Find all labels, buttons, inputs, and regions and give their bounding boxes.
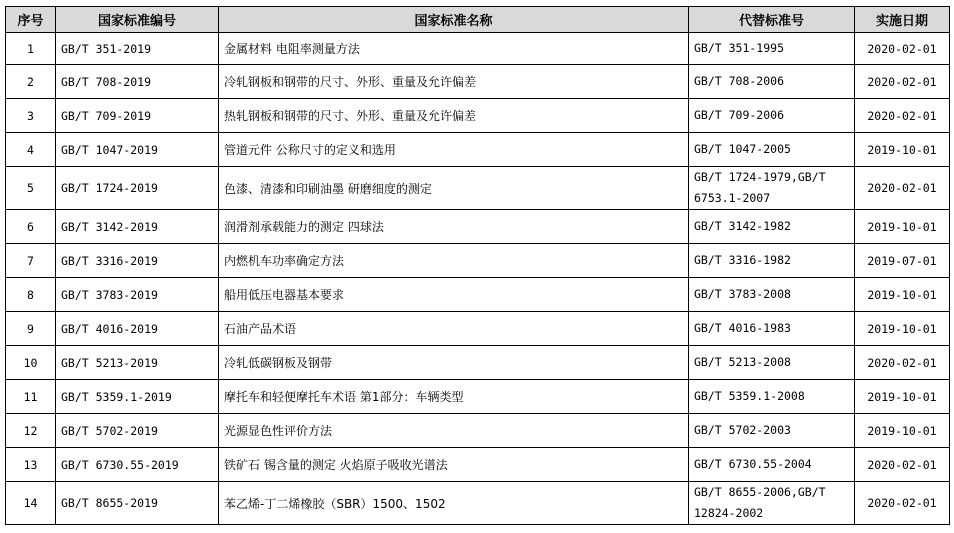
cell-name: 光源显色性评价方法 [219, 414, 689, 448]
table-row [6, 312, 950, 346]
cell-date: 2020-02-01 [855, 448, 950, 482]
table-row [6, 133, 950, 167]
cell-replaces: GB/T 351-1995 [689, 33, 855, 65]
standards-table-container [5, 6, 950, 525]
cell-name: 金属材料 电阻率测量方法 [219, 33, 689, 65]
cell-name: 冷轧钢板和钢带的尺寸、外形、重量及允许偏差 [219, 65, 689, 99]
cell-replaces: GB/T 4016-1983 [689, 312, 855, 346]
cell-seq: 10 [6, 346, 56, 380]
cell-name: 内燃机车功率确定方法 [219, 244, 689, 278]
cell-date: 2019-10-01 [855, 210, 950, 244]
table-row [6, 65, 950, 99]
cell-replaces: GB/T 6730.55-2004 [689, 448, 855, 482]
cell-code: GB/T 708-2019 [56, 65, 219, 99]
cell-date: 2020-02-01 [855, 482, 950, 525]
cell-date: 2019-10-01 [855, 278, 950, 312]
table-row [6, 448, 950, 482]
cell-seq: 2 [6, 65, 56, 99]
cell-replaces: GB/T 3142-1982 [689, 210, 855, 244]
cell-date: 2020-02-01 [855, 346, 950, 380]
table-header-row [6, 7, 950, 33]
table-row [6, 167, 950, 210]
cell-replaces: GB/T 5359.1-2008 [689, 380, 855, 414]
cell-replaces: GB/T 3783-2008 [689, 278, 855, 312]
cell-name: 摩托车和轻便摩托车术语 第1部分：车辆类型 [219, 380, 689, 414]
table-row [6, 210, 950, 244]
cell-replaces: GB/T 5702-2003 [689, 414, 855, 448]
header-replaces: 代替标准号 [689, 7, 855, 33]
cell-date: 2019-10-01 [855, 312, 950, 346]
cell-seq: 11 [6, 380, 56, 414]
cell-replaces: GB/T 708-2006 [689, 65, 855, 99]
table-row [6, 346, 950, 380]
cell-code: GB/T 4016-2019 [56, 312, 219, 346]
cell-code: GB/T 3316-2019 [56, 244, 219, 278]
cell-seq: 7 [6, 244, 56, 278]
cell-replaces: GB/T 709-2006 [689, 99, 855, 133]
cell-name: 管道元件 公称尺寸的定义和选用 [219, 133, 689, 167]
cell-name: 铁矿石 锡含量的测定 火焰原子吸收光谱法 [219, 448, 689, 482]
cell-code: GB/T 1724-2019 [56, 167, 219, 210]
table-row [6, 380, 950, 414]
cell-replaces: GB/T 1724-1979,GB/T 6753.1-2007 [689, 167, 855, 210]
cell-date: 2020-02-01 [855, 167, 950, 210]
header-code: 国家标准编号 [56, 7, 219, 33]
table-row [6, 33, 950, 65]
cell-seq: 12 [6, 414, 56, 448]
cell-seq: 3 [6, 99, 56, 133]
table-row [6, 99, 950, 133]
cell-name: 石油产品术语 [219, 312, 689, 346]
cell-name: 船用低压电器基本要求 [219, 278, 689, 312]
cell-code: GB/T 709-2019 [56, 99, 219, 133]
header-seq: 序号 [6, 7, 56, 33]
cell-seq: 4 [6, 133, 56, 167]
cell-date: 2020-02-01 [855, 33, 950, 65]
cell-date: 2020-02-01 [855, 99, 950, 133]
cell-code: GB/T 6730.55-2019 [56, 448, 219, 482]
table-row [6, 482, 950, 525]
cell-replaces: GB/T 3316-1982 [689, 244, 855, 278]
cell-date: 2019-10-01 [855, 133, 950, 167]
cell-name: 润滑剂承载能力的测定 四球法 [219, 210, 689, 244]
cell-replaces: GB/T 5213-2008 [689, 346, 855, 380]
cell-replaces: GB/T 8655-2006,GB/T 12824-2002 [689, 482, 855, 525]
cell-date: 2019-10-01 [855, 380, 950, 414]
cell-seq: 1 [6, 33, 56, 65]
cell-date: 2019-07-01 [855, 244, 950, 278]
cell-date: 2020-02-01 [855, 65, 950, 99]
header-name: 国家标准名称 [219, 7, 689, 33]
cell-code: GB/T 5359.1-2019 [56, 380, 219, 414]
table-row [6, 278, 950, 312]
cell-name: 冷轧低碳钢板及钢带 [219, 346, 689, 380]
cell-name: 热轧钢板和钢带的尺寸、外形、重量及允许偏差 [219, 99, 689, 133]
cell-code: GB/T 5213-2019 [56, 346, 219, 380]
cell-date: 2019-10-01 [855, 414, 950, 448]
cell-seq: 14 [6, 482, 56, 525]
table-row [6, 244, 950, 278]
standards-table [5, 6, 950, 525]
cell-name: 苯乙烯-丁二烯橡胶（SBR）1500、1502 [219, 482, 689, 525]
cell-name: 色漆、清漆和印刷油墨 研磨细度的测定 [219, 167, 689, 210]
table-row [6, 414, 950, 448]
cell-seq: 6 [6, 210, 56, 244]
cell-seq: 13 [6, 448, 56, 482]
cell-code: GB/T 1047-2019 [56, 133, 219, 167]
cell-code: GB/T 351-2019 [56, 33, 219, 65]
cell-code: GB/T 3142-2019 [56, 210, 219, 244]
cell-seq: 9 [6, 312, 56, 346]
header-date: 实施日期 [855, 7, 950, 33]
cell-code: GB/T 5702-2019 [56, 414, 219, 448]
cell-seq: 8 [6, 278, 56, 312]
cell-seq: 5 [6, 167, 56, 210]
cell-replaces: GB/T 1047-2005 [689, 133, 855, 167]
cell-code: GB/T 3783-2019 [56, 278, 219, 312]
cell-code: GB/T 8655-2019 [56, 482, 219, 525]
